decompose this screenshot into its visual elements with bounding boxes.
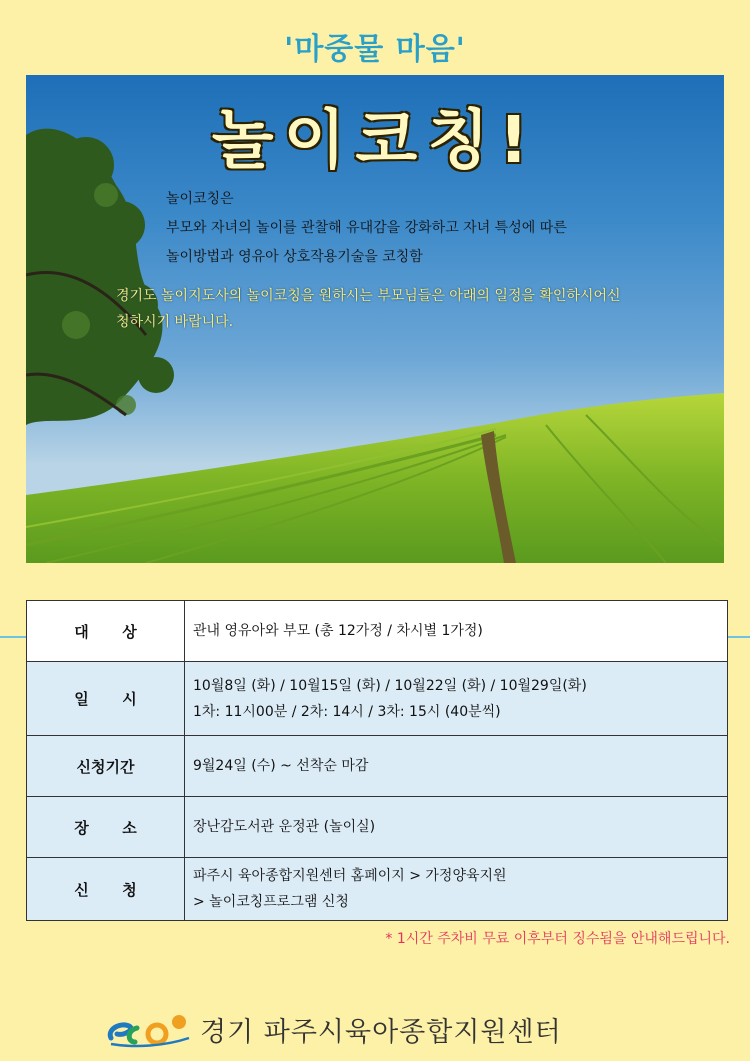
page-subtitle: '마중물 마음': [284, 32, 466, 67]
intro-line: 놀이방법과 영유아 상호작용기술을 코칭함: [166, 249, 423, 265]
table-row-location: [27, 797, 728, 858]
row-label-target: 대 상: [27, 601, 185, 662]
org-name: 경기 파주시육아종합지원센터: [200, 1017, 562, 1048]
intro-line: 놀이코칭은: [166, 191, 234, 207]
hero-banner: [26, 75, 724, 563]
table-row-target: [27, 601, 728, 662]
intro-text: [166, 185, 706, 272]
table-row-schedule: [27, 662, 728, 736]
table-row-application-period: [27, 736, 728, 797]
program-info-table: [26, 600, 728, 921]
intro-line: 부모와 자녀의 놀이를 관찰해 유대감을 강화하고 자녀 특성에 따른: [166, 220, 567, 236]
row-value-location: 장난감도서관 운정관 (놀이실): [185, 797, 728, 858]
center-logo-icon: [105, 1012, 195, 1048]
notice-line: 청하시기 바랍니다.: [116, 314, 234, 330]
row-label-application: 신 청: [27, 858, 185, 921]
table-row-application: [27, 858, 728, 921]
row-value-application: 파주시 육아종합지원센터 홈페이지 > 가정양육지원 > 놀이코칭프로그램 신청: [185, 858, 728, 921]
row-value-schedule: 10월8일 (화) / 10월15일 (화) / 10월22일 (화) / 10월29일(화) 1차: 11시00분 / 2차: 14시 / 3차: 15시 (40분씩): [185, 662, 728, 736]
row-value-target: 관내 영유아와 부모 (총 12가정 / 차시별 1가정): [185, 601, 728, 662]
footer: [0, 1010, 750, 1050]
notice-line: 경기도 놀이지도사의 놀이코칭을 원하시는 부모님들은 아래의 일정을 확인하시어신: [116, 288, 621, 304]
row-value-application-period: 9월24일 (수) ~ 선착순 마감: [185, 736, 728, 797]
row-label-location: 장 소: [27, 797, 185, 858]
hero-title: 놀이코칭!: [211, 104, 539, 178]
notice-text: [116, 283, 716, 335]
row-label-application-period: 신청기간: [27, 736, 185, 797]
parking-footnote: * 1시간 주차비 무료 이후부터 징수됨을 안내해드립니다.: [385, 931, 730, 947]
row-label-schedule: 일 시: [27, 662, 185, 736]
